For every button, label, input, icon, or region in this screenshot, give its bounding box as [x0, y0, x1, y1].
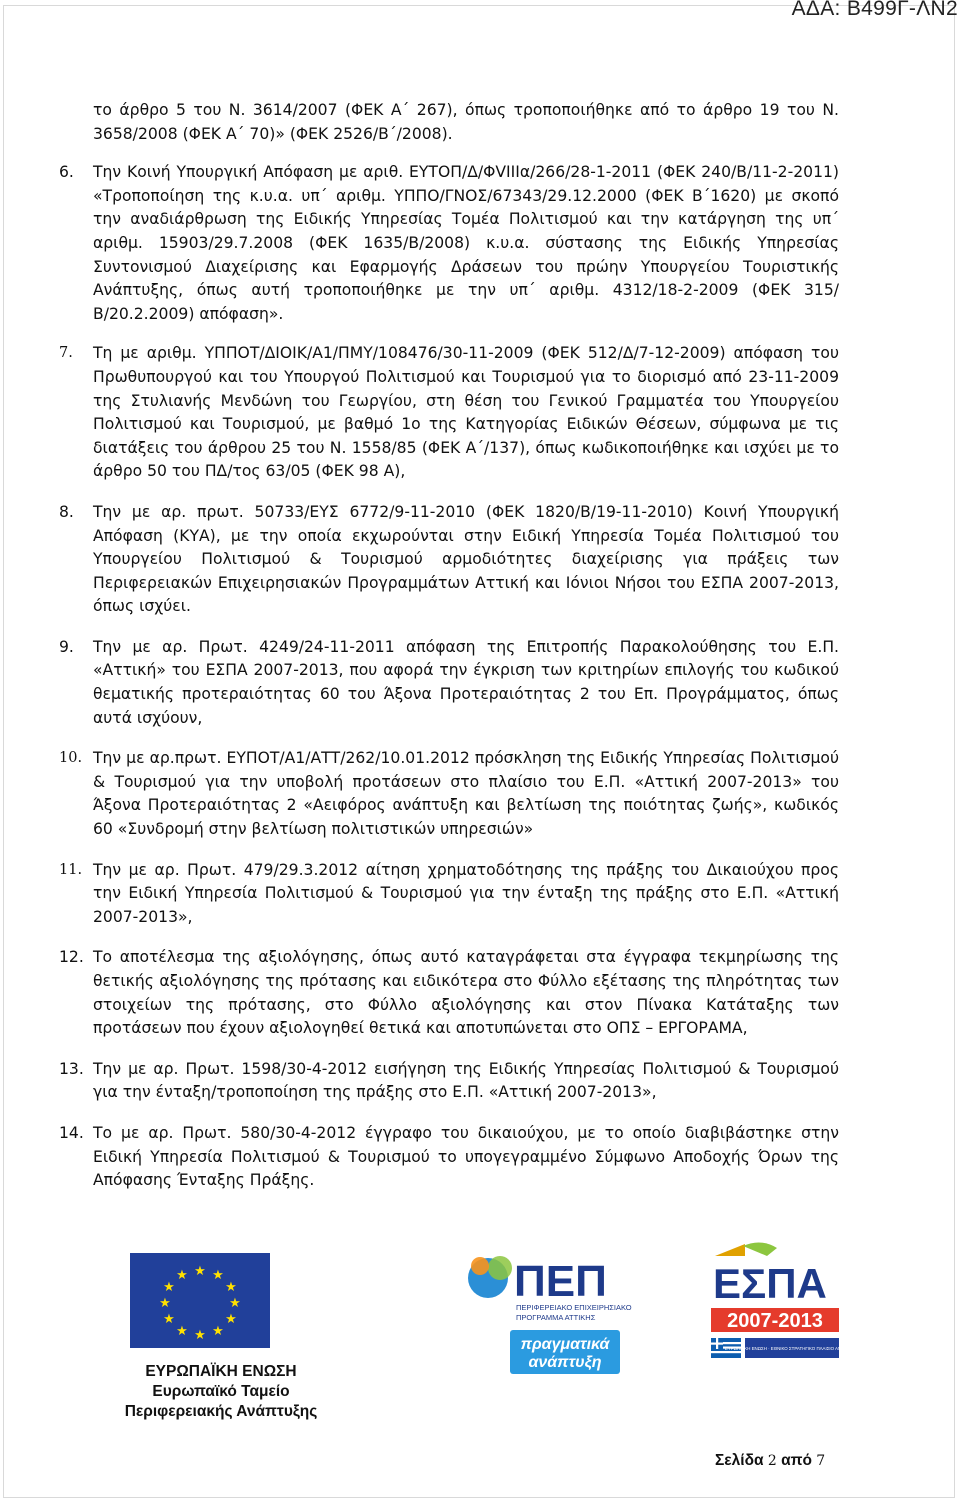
list-item: [59, 1058, 839, 1105]
espa-tagline: ΕΥΡΩΠΑΪΚΗ ΕΝΩΣΗ · ΕΘΝΙΚΟ ΣΤΡΑΤΗΓΙΚΟ ΠΛΑΙΣΙΟ ΑΝΑΦΟΡΑΣ: [724, 1346, 860, 1351]
eu-stars-icon: [130, 1253, 270, 1348]
eu-caption: [96, 1362, 346, 1422]
item-number: 13.: [59, 1059, 84, 1078]
svg-text:★: ★: [212, 1268, 224, 1283]
item-text: Την Κοινή Υπουργική Απόφαση με αριθ. ΕΥΤΟΠ/Δ/ΦVIIIα/266/28-1-2011 (ΦΕΚ 240/Β/11-2-2011) «Τροποποίηση της κ.υ.α. υπ΄ αριθμ. ΥΠΠΟ/ΓΝΟΣ/67343/29.12.2000 (ΦΕΚ Β΄1620) με σκοπό την αναδιάρθρωση της Ειδικής Υπηρεσίας Τομέα Πολιτισμού και την κατάργηση της υπ΄ αριθμ. 15903/29.7.2008 (ΦΕΚ 1635/Β/2008) κ.υ.α. σύστασης της Ειδικής Υπηρεσίας Συντονισμού Διαχείρισης και Εφαρμογής Δράσεων του πρώην Υπουργείου Τουριστικής Ανάπτυξης, όπως αυτή τροποποιήθηκε με την υπ΄ αριθμ. 4312/18-2-2009 (ΦΕΚ 315/Β/20.2.2009) απόφαση».: [93, 163, 839, 323]
svg-text:★: ★: [194, 1264, 206, 1279]
espa-logo: [705, 1238, 860, 1368]
item-number: 10.: [59, 750, 83, 767]
eu-line-3: Περιφερειακής Ανάπτυξης: [124, 1403, 318, 1420]
item-text: Την με αρ. Πρωτ. 4249/24-11-2011 απόφαση της Επιτροπής Παρακολούθησης του Ε.Π. «Αττική» του ΕΣΠΑ 2007-2013, που αφορά την έγκριση των κριτηρίων επιλογής του κωδικού θεματικής προτεραιότητας 60 του Άξονα Προτεραιότητας 2 του Επ. Προγράμματος, όπως αυτά ισχύουν,: [93, 637, 839, 727]
ada-code: ΑΔΑ: Β499Γ-ΛΝ2: [791, 0, 958, 20]
intro-continuation: το άρθρο 5 του Ν. 3614/2007 (ΦΕΚ Α΄ 267), όπως τροποποιήθηκε από το άρθρο 19 του Ν. 3658/2008 (ΦΕΚ Α΄ 70)» (ΦΕΚ 2526/Β΄/2008).: [93, 101, 839, 143]
svg-text:★: ★: [229, 1296, 241, 1311]
page-number: [715, 1452, 825, 1470]
espa-title: ΕΣΠΑ: [713, 1260, 827, 1307]
list-item: [59, 859, 839, 930]
item-number: 6.: [59, 163, 74, 182]
espa-years: 2007-2013: [727, 1310, 823, 1332]
svg-text:★: ★: [163, 1280, 175, 1295]
list-item: [59, 161, 839, 326]
svg-text:★: ★: [225, 1312, 237, 1327]
list-item: [59, 501, 839, 619]
item-number: 8.: [59, 502, 74, 521]
page-mid: από: [781, 1452, 812, 1469]
list-item: [59, 747, 839, 841]
item-number: 7.: [59, 345, 73, 362]
pep-title: ΠΕΠ: [514, 1257, 607, 1306]
item-number: 11.: [59, 861, 83, 878]
pep-sub-2: ΠΡΟΓΡΑΜΜΑ ΑΤΤΙΚΗΣ: [516, 1313, 596, 1322]
pep-attica-logo: [460, 1238, 630, 1378]
item-number: 14.: [59, 1123, 84, 1142]
pep-slogan-2: ανάπτυξη: [528, 1354, 602, 1371]
eu-flag-logo: [130, 1253, 270, 1348]
list-item: [59, 636, 839, 730]
item-text: Την με αρ. Πρωτ. 1598/30-4-2012 εισήγηση της Ειδικής Υπηρεσίας Πολιτισμού & Τουρισμού για την ένταξη/τροποποίηση της πράξης στο Ε.Π. «Αττική 2007-2013»,: [93, 1059, 839, 1102]
page-total: 7: [816, 1453, 826, 1469]
list-item: [59, 342, 839, 484]
page-prefix: Σελίδα: [715, 1452, 764, 1469]
pep-sub-1: ΠΕΡΙΦΕΡΕΙΑΚΟ ΕΠΙΧΕΙΡΗΣΙΑΚΟ: [516, 1303, 632, 1312]
list-item: [59, 1122, 839, 1193]
item-number: 12.: [59, 948, 84, 967]
document-body: [59, 99, 839, 1193]
page-current: 2: [767, 1453, 777, 1469]
item-text: Το αποτέλεσμα της αξιολόγησης, όπως αυτό καταγράφεται στα έγγραφα τεκμηρίωσης της θετικής αξιολόγησης της πρότασης και ειδικότερα στο Φύλλο εξέτασης της πληρότητας των στοιχείων της πρότασης, στο Φύλλο αξιολόγησης και στον Πίνακα Κατάταξης των προτάσεων που έχουν αξιολογηθεί θετικά και αποτυπώνεται στο ΟΠΣ – ΕΡΓΟΡΑΜΑ,: [93, 948, 839, 1038]
item-text: Τη με αριθμ. ΥΠΠΟΤ/ΔΙΟΙΚ/Α1/ΠΜΥ/108476/30-11-2009 (ΦΕΚ 512/Δ/7-12-2009) απόφαση του Πρωθυπουργού και του Υπουργού Πολιτισμού και Τουρισμού για το διορισμό από 23-11-2009 της Στυλιανής Μενδώνη του Γεωργίου, στη θέση του Γενικού Γραμματέα του Υπουργείου Πολιτισμού και Τουρισμού, με βαθμό 1ο της Κατηγορίας Ειδικών Θέσεων, σύμφωνα με τις διατάξεις του άρθρου 25 του Ν. 1558/85 (ΦΕΚ Α΄/137), όπως κωδικοποιήθηκε και ισχύει με το άρθρο 50 του ΠΔ/τος 63/05 (ΦΕΚ 98 Α),: [93, 344, 839, 481]
svg-text:★: ★: [176, 1324, 188, 1339]
svg-text:★: ★: [194, 1328, 206, 1343]
svg-text:★: ★: [225, 1280, 237, 1295]
list-item: [59, 946, 839, 1040]
svg-text:★: ★: [163, 1312, 175, 1327]
svg-text:★: ★: [159, 1296, 171, 1311]
item-text: Την με αρ. Πρωτ. 479/29.3.2012 αίτηση χρηματοδότησης της πράξης του Δικαιούχου προς την Ειδική Υπηρεσία Πολιτισμού & Τουρισμού για την ένταξη της πράξης στο Ε.Π. «Αττική 2007-2013»,: [93, 860, 839, 926]
pep-slogan-1: πραγματικά: [520, 1336, 610, 1353]
item-text: Το με αρ. Πρωτ. 580/30-4-2012 έγγραφο του δικαιούχου, με το οποίο διαβιβάστηκε στην Ειδική Υπηρεσία Πολιτισμού & Τουρισμού το υπογεγραμμένο Σύμφωνο Αποδοχής Όρων της Απόφασης Ένταξης Πράξης.: [93, 1123, 839, 1190]
item-number: 9.: [59, 637, 74, 656]
eu-line-2: Ευρωπαϊκό Ταμείο: [152, 1383, 290, 1400]
eu-line-1: ΕΥΡΩΠΑΪΚΗ ΕΝΩΣΗ: [145, 1363, 297, 1380]
item-text: Την με αρ. πρωτ. 50733/ΕΥΣ 6772/9-11-2010 (ΦΕΚ 1820/Β/19-11-2010) Κοινή Υπουργική Απόφαση (ΚΥΑ), με την οποία εκχωρούνται στην Ειδική Υπηρεσία Τομέα Πολιτισμού του Υπουργείου Πολιτισμού & Τουρισμού αρμοδιότητες διαχείρισης για πράξεις των Περιφερειακών Επιχειρησιακών Προγραμμάτων Αττική και Ιόνιοι Νήσοι του ΕΣΠΑ 2007-2013, όπως ισχύει.: [93, 502, 839, 616]
svg-text:★: ★: [212, 1324, 224, 1339]
svg-text:★: ★: [176, 1268, 188, 1283]
item-text: Την με αρ.πρωτ. ΕΥΠΟΤ/Α1/ΑΤΤ/262/10.01.2012 πρόσκληση της Ειδικής Υπηρεσίας Πολιτισμού & Τουρισμού για την υποβολή προτάσεων στο πλαίσιο του Ε.Π. «Αττική 2007-2013» του Άξονα Προτεραιότητας 2 «Αειφόρος ανάπτυξη και βελτίωση της ποιότητας ζωής», κωδικός 60 «Συνδρομή στην βελτίωση πολιτιστικών υπηρεσιών»: [93, 749, 839, 839]
